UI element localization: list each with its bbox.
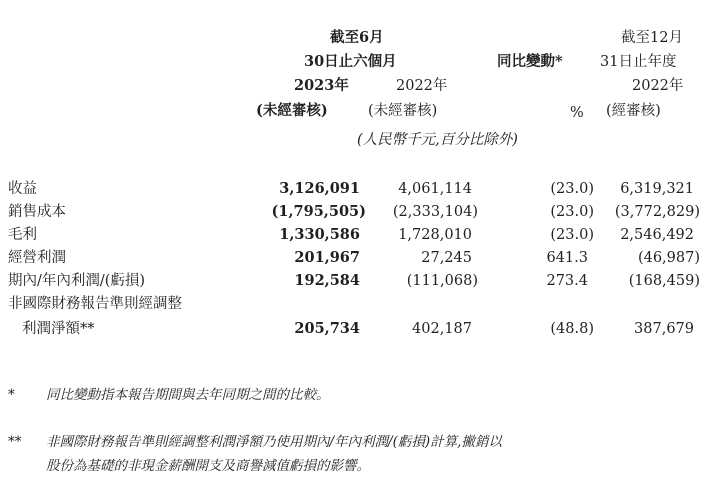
row-label-cont: 利潤淨額** bbox=[22, 321, 95, 337]
header-col4-audit: (經審核) bbox=[606, 103, 661, 119]
header-col4-line2: 31日止年度 bbox=[600, 54, 677, 70]
cell-fy2022: (46,987) bbox=[637, 250, 700, 266]
row-label: 非國際財務報告準則經調整 bbox=[8, 296, 182, 312]
header-col2-audit: (未經審核) bbox=[368, 103, 438, 119]
cell-yoy: (48.8) bbox=[550, 321, 594, 337]
cell-2023: 3,126,091 bbox=[279, 180, 360, 197]
unit-note: (人民幣千元,百分比除外) bbox=[357, 132, 518, 148]
cell-fy2022: 2,546,492 bbox=[620, 227, 694, 243]
footnote-text-cont: 股份為基礎的非現金薪酬開支及商譽減值虧損的影響。 bbox=[46, 458, 370, 474]
cell-fy2022: (3,772,829) bbox=[614, 204, 700, 220]
header-col1-year: 2023年 bbox=[294, 77, 349, 94]
header-col4-year: 2022年 bbox=[632, 78, 684, 94]
cell-2022: 27,245 bbox=[421, 250, 472, 266]
footnote-mark: * bbox=[8, 387, 15, 403]
cell-2023: 1,330,586 bbox=[279, 226, 360, 243]
cell-2022: (111,068) bbox=[406, 273, 478, 289]
header-col4-line1: 截至12月 bbox=[621, 30, 683, 46]
cell-2022: (2,333,104) bbox=[392, 204, 478, 220]
cell-fy2022: (168,459) bbox=[628, 273, 700, 289]
cell-fy2022: 6,319,321 bbox=[620, 181, 694, 197]
header-col1-audit: (未經審核) bbox=[256, 102, 328, 119]
cell-fy2022: 387,679 bbox=[634, 321, 694, 337]
row-label: 毛利 bbox=[8, 227, 37, 243]
cell-yoy: (23.0) bbox=[550, 227, 594, 243]
header-col1-line2: 30日止六個月 bbox=[304, 53, 397, 70]
cell-2023: 192,584 bbox=[294, 272, 360, 289]
footnote-text: 非國際財務報告準則經調整利潤淨額乃使用期內/年內利潤/(虧損)計算,撇銷以 bbox=[46, 434, 502, 450]
cell-2023: 201,967 bbox=[294, 249, 360, 266]
row-label: 收益 bbox=[8, 181, 37, 197]
cell-2023: (1,795,505) bbox=[271, 203, 366, 220]
header-col2-year: 2022年 bbox=[396, 78, 448, 94]
cell-2022: 402,187 bbox=[412, 321, 472, 337]
cell-yoy: (23.0) bbox=[550, 204, 594, 220]
header-col3-unit: % bbox=[570, 105, 584, 121]
cell-2023: 205,734 bbox=[294, 320, 360, 337]
cell-2022: 4,061,114 bbox=[398, 181, 472, 197]
header-col1-line1: 截至6月 bbox=[330, 29, 384, 46]
row-label: 期內/年內利潤/(虧損) bbox=[8, 273, 146, 289]
cell-yoy: 641.3 bbox=[546, 250, 588, 266]
cell-2022: 1,728,010 bbox=[398, 227, 472, 243]
cell-yoy: (23.0) bbox=[550, 181, 594, 197]
footnote-text: 同比變動指本報告期間與去年同期之間的比較。 bbox=[46, 387, 330, 403]
cell-yoy: 273.4 bbox=[546, 273, 588, 289]
row-label: 銷售成本 bbox=[8, 204, 66, 220]
header-col3-line2: 同比變動* bbox=[497, 53, 563, 70]
row-label: 經營利潤 bbox=[8, 250, 66, 266]
footnote-mark: ** bbox=[8, 434, 22, 450]
